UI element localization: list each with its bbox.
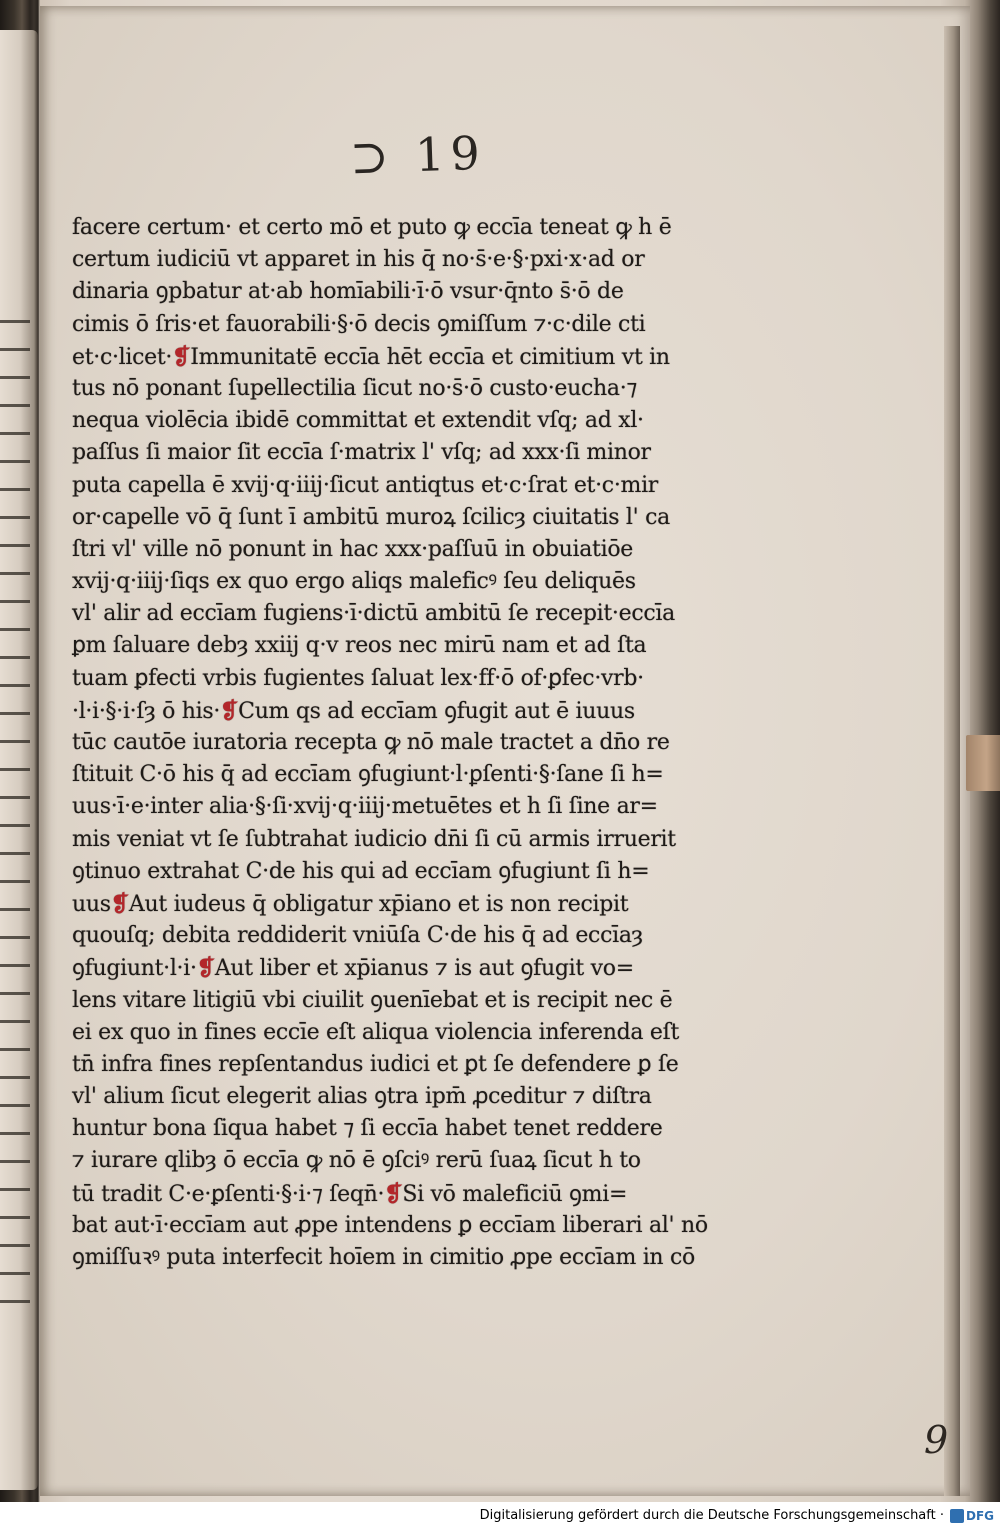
- text-line: facere certum· et certo mō et puto ꝙ eccīa teneat ꝙ h ē: [72, 215, 672, 240]
- text-line: tn̄ infra fines repſentandus iudici et ꝑt ſe defendere ꝑ ſe: [72, 1051, 679, 1077]
- page-tab-marker: [966, 735, 1000, 791]
- text-run: ·l·i·§·i·ſȝ ō his·: [72, 698, 221, 724]
- digitization-footer: [0, 1502, 1000, 1529]
- text-line: ꝑm ſaluare debȝ xxiij q·v reos nec mirū nam et ad ſta: [72, 633, 647, 659]
- text-line: [72, 695, 692, 727]
- dfg-logo-mark: [950, 1509, 964, 1523]
- text-run: tū tradit C·e·ꝑſenti·§·i·⁊ ſeqn̄·: [72, 1181, 385, 1207]
- text-line: uus·ī·e·inter alia·§·ſi·xvij·q·iiij·metuētes et h ſi ſine ar=: [72, 794, 658, 820]
- text-line: vl' alir ad eccīam fugiens·ī·dictū ambitū ſe recepit·eccīa: [72, 601, 675, 627]
- rubric-pilcrow: ❡: [196, 955, 215, 982]
- text-line: tūc cautōe iuratoria recepta ꝙ nō male tractet a dn̄o re: [72, 730, 670, 755]
- text-line: ⁊ iurare qlibȝ ō eccīa ꝙ nō ē ꝯſciꝰ rerū ſuaꝝ ſicut h to: [72, 1148, 641, 1174]
- text-line: ſtituit C·ō his q̄ ad eccīam ꝯfugiunt·l·ꝑſenti·§·ſane ſi h=: [72, 762, 664, 788]
- footer-credit: Digitalisierung gefördert durch die Deutsche Forschungsgemeinschaft ·: [479, 1508, 944, 1523]
- text-line: certum iudiciū vt apparet in his q̄ no·s̄·e·§·pxi·x·ad or: [72, 247, 645, 273]
- text-block: [72, 212, 708, 1274]
- adjacent-page-edge: [0, 30, 38, 1490]
- text-line: puta capella ē xvij·q·iiij·ſicut antiqtus et·c·ſrat et·c·mir: [72, 472, 659, 498]
- text-line: bat aut·ī·eccīam aut ꝓpe intendens ꝑ eccīam liberari al' nō: [72, 1212, 708, 1238]
- text-run: Aut liber et xp̄ianus ⁊ is aut ꝯfugit vo=: [214, 956, 634, 982]
- folio-mark: ⊃ 19: [349, 125, 487, 185]
- rubric-pilcrow: ❡: [172, 343, 191, 370]
- corner-page-number: 9: [924, 1418, 949, 1462]
- text-line: ꝯtinuo extrahat C·de his qui ad eccīam ꝯfugiunt ſi h=: [72, 858, 650, 884]
- text-line: cimis ō ſris·et fauorabili·§·ō decis ꝯmiſſum ⁊·c·dile cti: [72, 311, 646, 337]
- text-line: ei ex quo in fines eccīe eſt aliqua violencia inferenda eſt: [72, 1019, 680, 1045]
- text-line: [72, 888, 692, 920]
- text-line: huntur bona ſiqua habet ⁊ ſi eccīa habet tenet reddere: [72, 1116, 663, 1142]
- text-line: tus nō ponant ſupellectilia ſicut no·s̄·ō custo·eucha·⁊: [72, 375, 638, 401]
- rubric-pilcrow: ❡: [384, 1180, 403, 1207]
- dfg-logo-text: DFG: [965, 1508, 994, 1523]
- text-line: lens vitare litigiū vbi ciuilit ꝯuenīebat et is recipit nec ē: [72, 987, 673, 1013]
- page-right-edge: [944, 26, 960, 1496]
- text-run: Cum qs ad eccīam ꝯfugit aut ē iuuus: [238, 698, 635, 724]
- text-line: tuam ꝑfecti vrbis fugientes ſaluat lex·ff·ō of·ꝑfec·vrb·: [72, 665, 644, 691]
- rubric-pilcrow: ❡: [220, 697, 239, 724]
- text-line: dinaria ꝯpbatur at·ab homīabili·ī·ō vsur·q̄nto s̄·ō de: [72, 279, 624, 305]
- rubric-pilcrow: ❡: [110, 890, 129, 917]
- text-line: vl' alium ſicut elegerit alias ꝯtra ipm̄ ꝓceditur ⁊ diſtra: [72, 1084, 652, 1110]
- text-line: [72, 952, 692, 984]
- dfg-logo-icon: [950, 1507, 994, 1525]
- text-run: et·c·licet·: [72, 344, 173, 370]
- text-line: ꝯmiſſuꝛꝰ puta interfecit hoīem in cimitio ꝓpe eccīam in cō: [72, 1245, 695, 1270]
- text-run: Immunitatē eccīa hēt eccīa et cimitium vt in: [190, 344, 670, 370]
- text-line: mis veniat vt ſe ſubtrahat iudicio dn̄i ſi cū armis irruerit: [72, 826, 676, 852]
- text-run: Si vō maleficiū ꝯmi=: [402, 1181, 628, 1207]
- text-line: [72, 1178, 692, 1210]
- text-line: quouſq; debita reddiderit vniūſa C·de his q̄ ad eccīaȝ: [72, 923, 643, 949]
- text-line: paſſus ſi maior ſit eccīa ſ·matrix l' vſq; ad xxx·ſi minor: [72, 440, 651, 466]
- text-line: or·capelle vō q̄ ſunt ī ambitū muroꝝ ſcilicȝ ciuitatis l' ca: [72, 504, 670, 530]
- text-run: Aut iudeus q̄ obligatur xp̄iano et is non recipit: [128, 891, 629, 917]
- text-line: ſtri vl' ville nō ponunt in hac xxx·paſſuū in obuiatiōe: [72, 536, 633, 562]
- text-line: [72, 341, 692, 373]
- text-run: ꝯfugiunt·l·i·: [72, 956, 197, 982]
- text-run: uus: [72, 891, 111, 917]
- text-line: xvij·q·iiij·ſiqs ex quo ergo aliqs maleficꝰ ſeu deliquēs: [72, 569, 636, 595]
- text-line: nequa violēcia ibidē committat et extendit vſq; ad xl·: [72, 408, 644, 434]
